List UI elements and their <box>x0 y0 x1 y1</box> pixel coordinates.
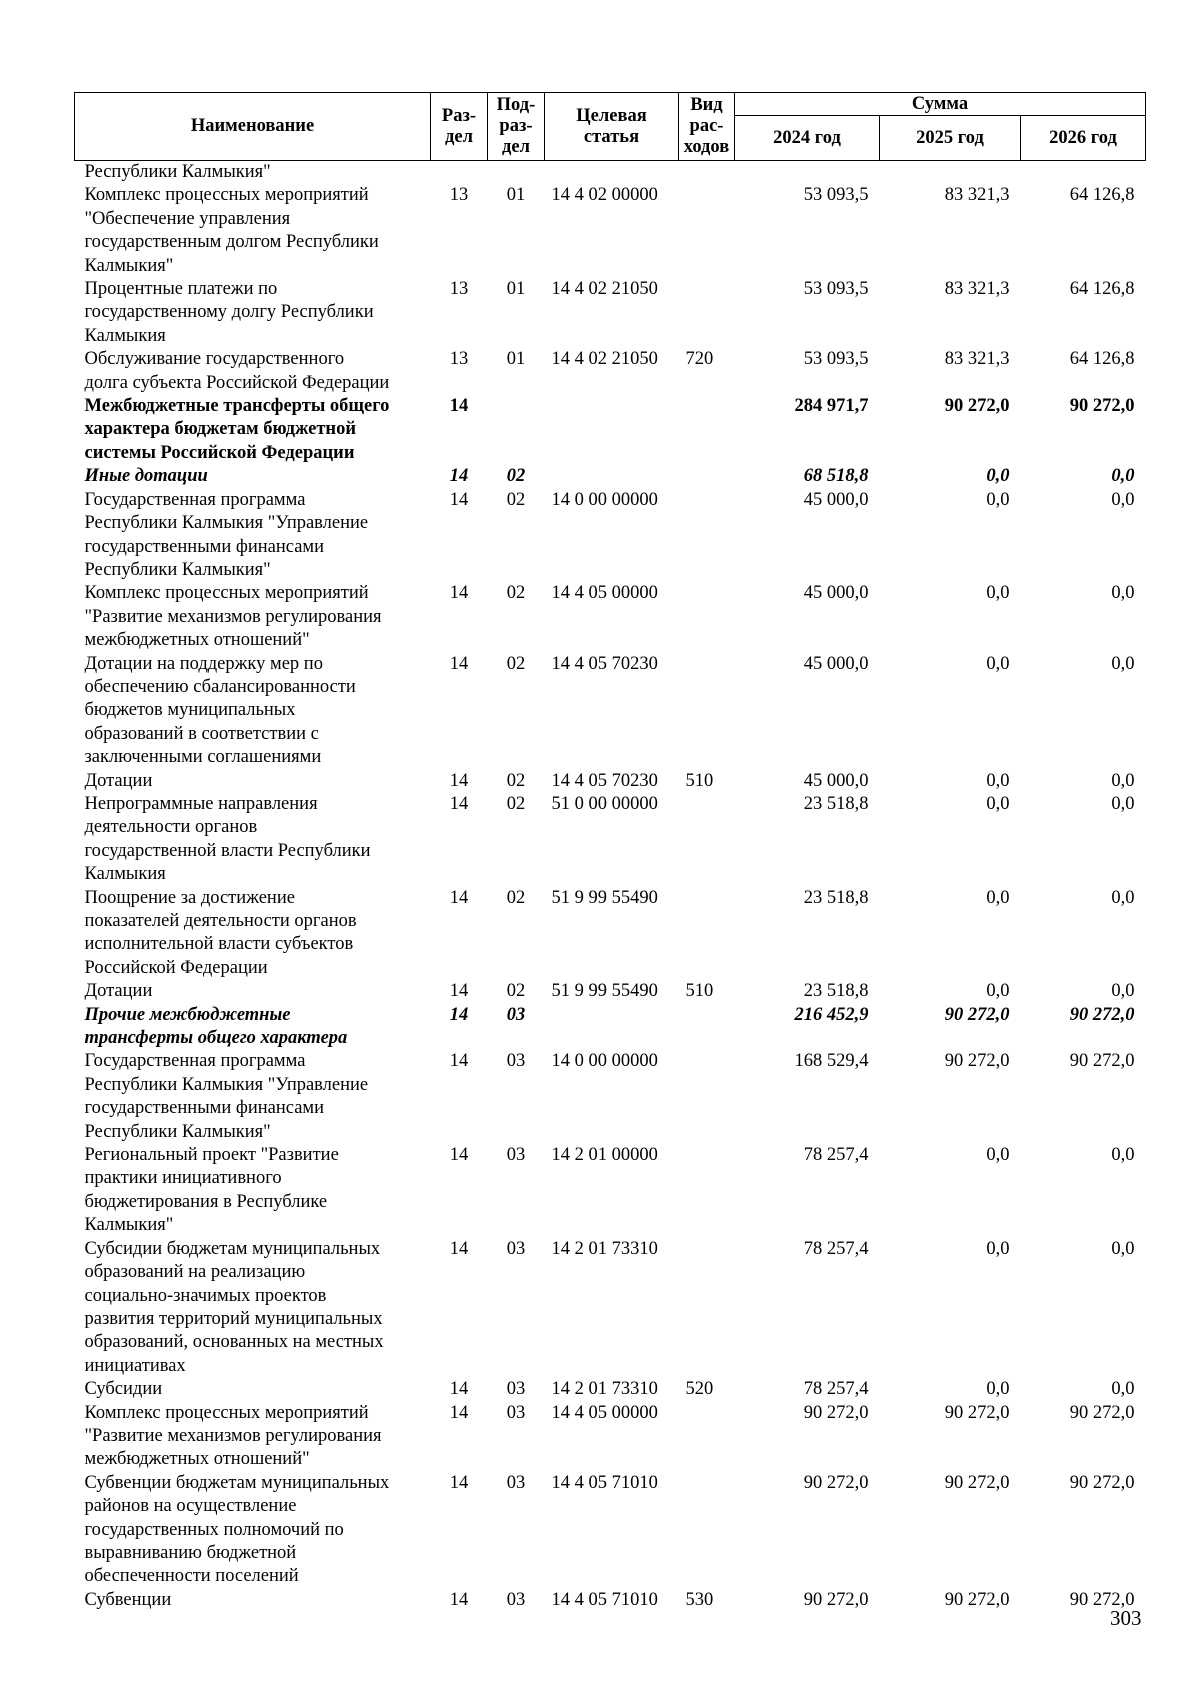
table-row <box>75 887 1146 981</box>
row-name-line: образований, основанных на местных <box>84 1332 384 1353</box>
budget-document <box>74 92 1145 1612</box>
row-section: 14 <box>449 1472 469 1493</box>
row-article: 14 4 02 00000 <box>551 185 658 206</box>
row-sum-2024: 53 093,5 <box>803 185 869 206</box>
row-name-line: Республики Калмыкия "Управление <box>84 1074 369 1095</box>
row-article: 51 0 00 00000 <box>551 793 658 814</box>
row-sum-2024: 168 529,4 <box>794 1051 869 1072</box>
row-section: 14 <box>449 981 469 1002</box>
row-sum-2026: 0,0 <box>1111 887 1135 908</box>
row-name-line: Республики Калмыкия" <box>84 559 271 580</box>
row-kind <box>679 1402 735 1472</box>
row-article: 14 4 05 70230 <box>551 653 658 674</box>
row-sum-2026: 0,0 <box>1111 1145 1135 1166</box>
row-kind: 720 <box>685 349 714 370</box>
row-subsection: 03 <box>506 1402 526 1423</box>
header-subsection <box>488 93 545 161</box>
row-kind <box>679 1238 735 1378</box>
row-sum-2026: 0,0 <box>1111 583 1135 604</box>
row-section: 14 <box>449 887 469 908</box>
row-name <box>75 278 431 348</box>
row-name-line: Субсидии <box>84 1379 163 1400</box>
row-kind <box>679 582 735 652</box>
row-kind: 510 <box>685 770 714 791</box>
row-sum-2025: 0,0 <box>986 887 1010 908</box>
row-name-line: Комплекс процессных мероприятий <box>84 1402 369 1423</box>
row-sum-2026: 64 126,8 <box>1069 349 1135 370</box>
row-article: 14 4 05 00000 <box>551 583 658 604</box>
table-row <box>75 1238 1146 1378</box>
row-article: 51 9 99 55490 <box>551 887 658 908</box>
row-section: 14 <box>449 1589 469 1610</box>
row-section: 14 <box>449 1145 469 1166</box>
row-name-line: государственным долгом Республики <box>84 232 379 253</box>
table-row <box>75 278 1146 348</box>
header-section-line: дел <box>445 126 473 147</box>
row-name-line: системы Российской Федерации <box>84 442 355 463</box>
row-subsection: 01 <box>506 185 526 206</box>
row-sum-2024: 90 272,0 <box>803 1472 869 1493</box>
table-row <box>75 582 1146 652</box>
row-name-line: Поощрение за достижение <box>84 887 295 908</box>
header-kind-line: Вид <box>690 95 723 115</box>
row-kind <box>679 1144 735 1238</box>
row-subsection: 03 <box>506 1004 526 1025</box>
row-name-line: Республики Калмыкия" <box>84 1121 271 1142</box>
row-name-line: выравниванию бюджетной <box>84 1542 297 1563</box>
row-sum-2025: 0,0 <box>986 770 1010 791</box>
row-article: 14 4 05 71010 <box>551 1589 658 1610</box>
row-name-line: Межбюджетные трансферты общего <box>84 396 390 417</box>
header-year-2026: 2026 год <box>1021 116 1146 161</box>
row-article: 14 4 05 00000 <box>551 1402 658 1423</box>
row-article: 14 4 02 21050 <box>551 279 658 300</box>
row-section: 14 <box>449 466 469 487</box>
row-name-line: заключенными соглашениями <box>84 747 322 768</box>
header-name: Наименование <box>75 93 431 161</box>
row-name-line: инициативах <box>84 1355 186 1376</box>
row-sum-2026: 90 272,0 <box>1069 396 1135 417</box>
row-name-line: межбюджетных отношений" <box>84 1449 310 1470</box>
header-subsection-line: дел <box>502 137 530 157</box>
row-subsection: 02 <box>506 981 526 1002</box>
row-section: 14 <box>449 1051 469 1072</box>
row-sum-2024: 45 000,0 <box>803 770 869 791</box>
row-sum-2024: 68 518,8 <box>803 466 869 487</box>
row-section: 14 <box>449 583 469 604</box>
row-subsection: 02 <box>506 770 526 791</box>
row-article: 51 9 99 55490 <box>551 981 658 1002</box>
row-name-line: Государственная программа <box>84 489 306 510</box>
row-sum-2026: 90 272,0 <box>1069 1051 1135 1072</box>
row-name-line: показателей деятельности органов <box>84 911 357 931</box>
row-name <box>75 1589 431 1612</box>
header-kind-line: ходов <box>683 137 730 157</box>
table-row <box>75 1050 1146 1144</box>
row-section <box>431 161 488 185</box>
row-sum-2026: 90 272,0 <box>1069 1472 1135 1493</box>
row-name <box>75 1144 431 1238</box>
row-sum-2025: 90 272,0 <box>944 1402 1010 1423</box>
row-subsection <box>488 161 545 185</box>
row-name-line: Субсидии бюджетам муниципальных <box>84 1238 381 1259</box>
row-sum-2026: 0,0 <box>1111 1379 1135 1400</box>
row-name-line: районов на осуществление <box>84 1496 297 1517</box>
row-sum-2025: 0,0 <box>986 981 1010 1002</box>
row-sum-2025: 83 321,3 <box>944 185 1010 206</box>
row-sum-2024: 78 257,4 <box>803 1379 869 1400</box>
row-name-line: деятельности органов <box>84 817 258 838</box>
table-row <box>75 161 1146 185</box>
header-kind <box>679 93 735 161</box>
table-row <box>75 770 1146 793</box>
row-section: 14 <box>449 653 469 674</box>
row-section: 13 <box>449 349 469 370</box>
row-name-line: государственными финансами <box>84 1098 325 1119</box>
row-subsection: 03 <box>506 1472 526 1493</box>
row-name <box>75 395 431 465</box>
row-name-line: образований в соответствии с <box>84 723 319 744</box>
row-name-line: Российской Федерации <box>84 957 268 978</box>
row-name-line: Иные дотации <box>84 466 208 487</box>
row-name-line: Комплекс процессных мероприятий <box>84 185 369 206</box>
row-subsection: 02 <box>506 887 526 908</box>
row-name <box>75 1378 431 1401</box>
row-sum-2025: 90 272,0 <box>944 1004 1010 1025</box>
header-kind-line: рас- <box>689 116 724 136</box>
row-article: 14 2 01 73310 <box>551 1238 658 1259</box>
row-article <box>545 465 679 488</box>
row-name-line: межбюджетных отношений" <box>84 630 310 651</box>
row-name-line: Дотации <box>84 770 153 791</box>
row-name <box>75 770 431 793</box>
row-sum-2025: 0,0 <box>986 489 1010 510</box>
row-section: 14 <box>449 1402 469 1423</box>
row-subsection <box>488 395 545 465</box>
header-subsection-line: раз- <box>499 116 533 136</box>
row-sum-2026: 0,0 <box>1111 770 1135 791</box>
table-header <box>75 93 1146 161</box>
row-name <box>75 348 431 395</box>
row-subsection: 02 <box>506 793 526 814</box>
row-name <box>75 184 431 278</box>
row-sum-2025: 83 321,3 <box>944 349 1010 370</box>
row-name <box>75 653 431 770</box>
table-row <box>75 1378 1146 1401</box>
table-row <box>75 348 1146 395</box>
row-sum-2025: 0,0 <box>986 583 1010 604</box>
table-row <box>75 653 1146 770</box>
row-name-line: государственными финансами <box>84 536 325 557</box>
row-sum-2025: 83 321,3 <box>944 279 1010 300</box>
row-name <box>75 980 431 1003</box>
row-subsection: 03 <box>506 1589 526 1610</box>
table-row <box>75 793 1146 887</box>
row-sum-2025: 90 272,0 <box>944 1589 1010 1610</box>
row-kind <box>679 161 735 185</box>
row-sum-2025: 90 272,0 <box>944 1472 1010 1493</box>
row-name-line: социально-значимых проектов <box>84 1285 327 1306</box>
row-sum-2024: 90 272,0 <box>803 1589 869 1610</box>
row-article <box>545 395 679 465</box>
row-article <box>545 1004 679 1051</box>
table-row <box>75 489 1146 583</box>
row-kind <box>679 278 735 348</box>
row-name-line: развития территорий муниципальных <box>84 1308 383 1329</box>
row-sum-2024 <box>735 161 880 185</box>
row-name-line: государственной власти Республики <box>84 840 371 861</box>
row-sum-2024: 216 452,9 <box>794 1004 869 1025</box>
row-name-line: государственных полномочий по <box>84 1519 344 1540</box>
row-subsection: 03 <box>506 1145 526 1166</box>
row-sum-2025: 0,0 <box>986 466 1010 487</box>
row-sum-2024: 78 257,4 <box>803 1145 869 1166</box>
row-sum-2026: 0,0 <box>1111 981 1135 1002</box>
row-name-line: Субвенции бюджетам муниципальных <box>84 1472 390 1493</box>
row-section: 14 <box>449 1379 469 1400</box>
row-name-line: Калмыкия <box>84 325 166 346</box>
row-name-line: характера бюджетам бюджетной <box>84 419 357 440</box>
row-article: 14 2 01 73310 <box>551 1379 658 1400</box>
header-section <box>431 93 488 161</box>
row-sum-2024: 45 000,0 <box>803 489 869 510</box>
row-kind <box>679 653 735 770</box>
row-sum-2024: 78 257,4 <box>803 1238 869 1259</box>
row-name-line: государственному долгу Республики <box>84 302 374 323</box>
row-sum-2025: 0,0 <box>986 1238 1010 1259</box>
row-sum-2026: 0,0 <box>1111 653 1135 674</box>
row-name-line: бюджетирования в Республике <box>84 1191 328 1212</box>
row-name-line: практики инициативного <box>84 1168 282 1189</box>
row-name-line: Республики Калмыкия "Управление <box>84 513 369 534</box>
row-article: 14 4 02 21050 <box>551 349 658 370</box>
row-kind <box>679 1050 735 1144</box>
row-article: 14 0 00 00000 <box>551 489 658 510</box>
table-row <box>75 1472 1146 1589</box>
row-article: 14 0 00 00000 <box>551 1051 658 1072</box>
row-name-line: Прочие межбюджетные <box>84 1004 291 1025</box>
row-name-line: "Развитие механизмов регулирования <box>84 1425 382 1446</box>
row-name <box>75 489 431 583</box>
row-sum-2024: 45 000,0 <box>803 583 869 604</box>
row-subsection: 03 <box>506 1238 526 1259</box>
row-section: 14 <box>449 793 469 814</box>
row-name <box>75 582 431 652</box>
row-sum-2025: 0,0 <box>986 653 1010 674</box>
row-article: 14 2 01 00000 <box>551 1145 658 1166</box>
row-name <box>75 1050 431 1144</box>
row-sum-2025 <box>880 161 1021 185</box>
row-name-line: Непрограммные направления <box>84 793 318 814</box>
row-name-line: Республики Калмыкия" <box>84 162 271 182</box>
row-sum-2026: 0,0 <box>1111 489 1135 510</box>
row-name-line: Калмыкия <box>84 864 166 885</box>
table-row <box>75 1004 1146 1051</box>
row-name-line: обеспечению сбалансированности <box>84 676 356 697</box>
row-name <box>75 793 431 887</box>
row-kind: 530 <box>685 1589 714 1610</box>
table-body <box>75 161 1146 1613</box>
row-name <box>75 887 431 981</box>
header-article <box>545 93 679 161</box>
row-name-line: Процентные платежи по <box>84 279 278 300</box>
row-name-line: Дотации <box>84 981 153 1002</box>
row-name-line: Калмыкия" <box>84 1215 174 1236</box>
header-year-2025: 2025 год <box>880 116 1021 161</box>
row-sum-2025: 0,0 <box>986 1379 1010 1400</box>
row-name-line: Дотации на поддержку мер по <box>84 653 323 674</box>
row-name-line: Государственная программа <box>84 1051 306 1072</box>
row-kind: 520 <box>685 1379 714 1400</box>
row-sum-2024: 53 093,5 <box>803 279 869 300</box>
row-subsection: 02 <box>506 653 526 674</box>
table-row <box>75 1402 1146 1472</box>
row-kind <box>679 1004 735 1051</box>
row-sum-2026: 64 126,8 <box>1069 279 1135 300</box>
row-kind <box>679 1472 735 1589</box>
row-section: 14 <box>449 396 469 417</box>
row-kind <box>679 489 735 583</box>
row-name-line: Комплекс процессных мероприятий <box>84 583 369 604</box>
row-section: 14 <box>449 1238 469 1259</box>
row-sum-2024: 284 971,7 <box>794 396 869 417</box>
table-row <box>75 465 1146 488</box>
row-section: 14 <box>449 489 469 510</box>
row-kind: 510 <box>685 981 714 1002</box>
header-article-line: Целевая <box>576 105 647 126</box>
row-sum-2025: 0,0 <box>986 1145 1010 1166</box>
row-name <box>75 1238 431 1378</box>
row-name-line: Субвенции <box>84 1589 172 1610</box>
row-sum-2026: 90 272,0 <box>1069 1402 1135 1423</box>
row-subsection: 03 <box>506 1051 526 1072</box>
page-number: 303 <box>1110 1606 1142 1630</box>
row-kind <box>679 793 735 887</box>
row-section: 14 <box>449 770 469 791</box>
budget-table <box>74 92 1146 1612</box>
header-sum: Сумма <box>735 93 1146 116</box>
row-name <box>75 1472 431 1589</box>
row-sum-2026: 90 272,0 <box>1069 1589 1135 1610</box>
table-row <box>75 1589 1146 1612</box>
row-subsection: 03 <box>506 1379 526 1400</box>
row-article: 14 4 05 71010 <box>551 1472 658 1493</box>
row-sum-2025: 90 272,0 <box>944 396 1010 417</box>
row-name <box>75 1004 431 1051</box>
row-sum-2026: 90 272,0 <box>1069 1004 1135 1025</box>
row-section: 14 <box>449 1004 469 1025</box>
row-name-line: Калмыкия" <box>84 255 174 276</box>
row-name-line: Обслуживание государственного <box>84 349 345 370</box>
row-section: 13 <box>449 279 469 300</box>
row-kind <box>679 184 735 278</box>
row-name-line: "Развитие механизмов регулирования <box>84 606 382 627</box>
row-name-line: обеспеченности поселений <box>84 1566 299 1587</box>
row-name-line: образований на реализацию <box>84 1262 306 1283</box>
row-sum-2024: 53 093,5 <box>803 349 869 370</box>
table-row <box>75 395 1146 465</box>
row-sum-2025: 0,0 <box>986 793 1010 814</box>
row-name <box>75 465 431 488</box>
row-sum-2025: 90 272,0 <box>944 1051 1010 1072</box>
row-name <box>75 1402 431 1472</box>
header-section-line: Раз- <box>441 105 477 126</box>
row-sum-2024: 45 000,0 <box>803 653 869 674</box>
row-name-line: "Обеспечение управления <box>84 208 291 229</box>
table-row <box>75 184 1146 278</box>
row-article <box>545 161 679 185</box>
row-subsection: 01 <box>506 349 526 370</box>
row-name <box>75 161 431 185</box>
row-sum-2024: 90 272,0 <box>803 1402 869 1423</box>
row-sum-2024: 23 518,8 <box>803 887 869 908</box>
row-sum-2026 <box>1021 161 1146 185</box>
header-year-2024: 2024 год <box>735 116 880 161</box>
row-subsection: 02 <box>506 583 526 604</box>
row-sum-2024: 23 518,8 <box>803 793 869 814</box>
row-name-line: Региональный проект "Развитие <box>84 1145 339 1166</box>
table-row <box>75 1144 1146 1238</box>
table-row <box>75 980 1146 1003</box>
row-subsection: 02 <box>506 466 526 487</box>
row-name-line: исполнительной власти субъектов <box>84 934 354 955</box>
header-subsection-line: Под- <box>496 95 536 115</box>
row-sum-2026: 0,0 <box>1111 793 1135 814</box>
row-kind <box>679 395 735 465</box>
row-name-line: трансферты общего характера <box>84 1028 348 1049</box>
row-name-line: бюджетов муниципальных <box>84 700 296 721</box>
row-article: 14 4 05 70230 <box>551 770 658 791</box>
row-sum-2026: 64 126,8 <box>1069 185 1135 206</box>
row-sum-2026: 0,0 <box>1111 466 1135 487</box>
header-article-line: статья <box>583 126 640 147</box>
row-section: 13 <box>449 185 469 206</box>
row-subsection: 02 <box>506 489 526 510</box>
row-subsection: 01 <box>506 279 526 300</box>
row-kind <box>679 887 735 981</box>
row-name-line: долга субъекта Российской Федерации <box>84 372 390 393</box>
row-sum-2026: 0,0 <box>1111 1238 1135 1259</box>
row-sum-2024: 23 518,8 <box>803 981 869 1002</box>
row-kind <box>679 465 735 488</box>
